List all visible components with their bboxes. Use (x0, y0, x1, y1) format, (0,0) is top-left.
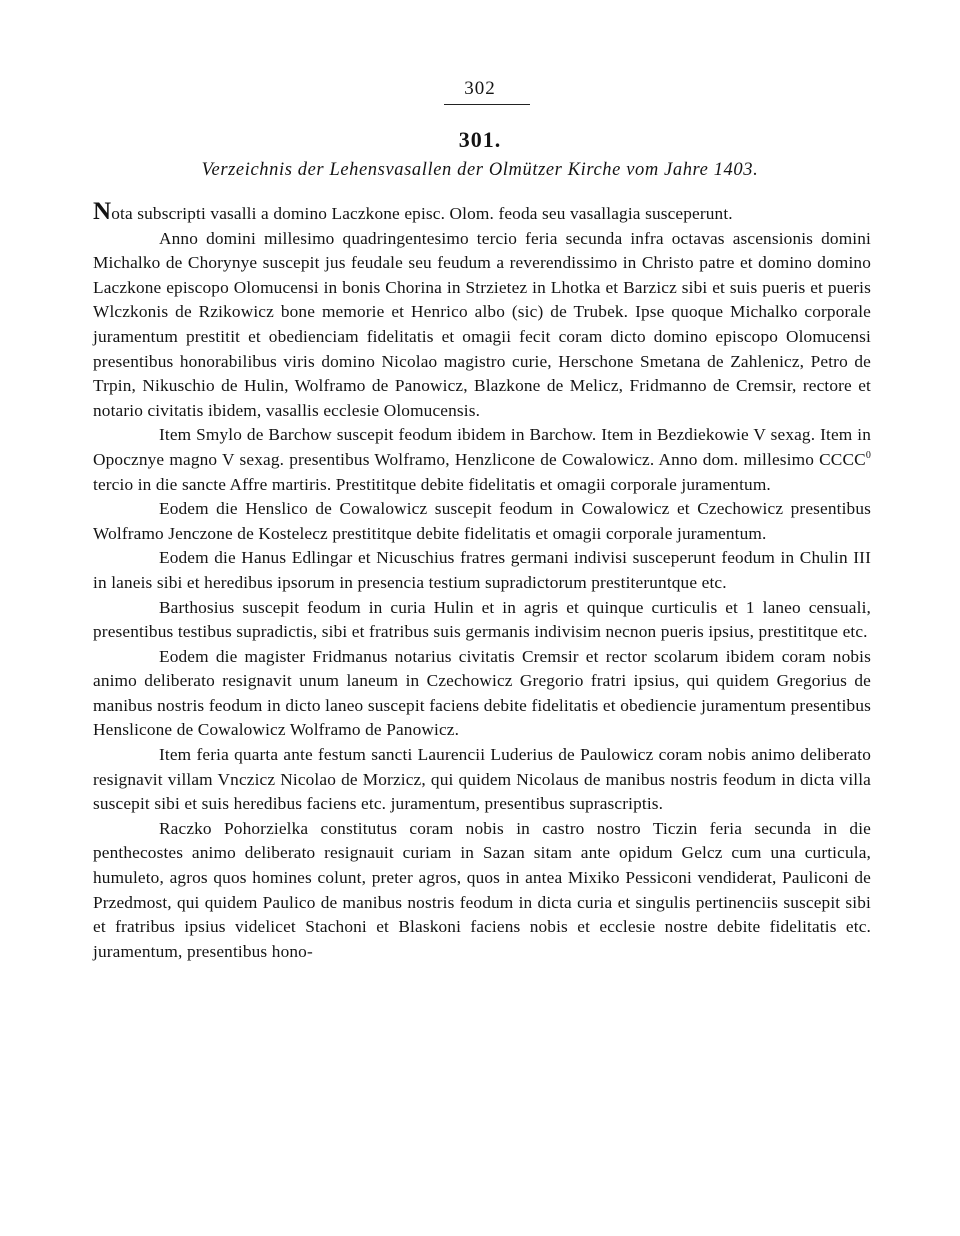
page-number: 302 (464, 78, 496, 99)
document-body (93, 198, 871, 964)
paragraph: Eodem die Henslico de Cowalowicz suscepit feodum in Cowalowicz et Czechowicz presentibus Wolframo Jenczone de Kostelecz prestititque debite fidelitatis et omagii corporale juramentum. (93, 499, 871, 543)
superscript: 0 (865, 450, 871, 462)
intro-text: ota subscripti vasalli a domino Laczkone episc. Olom. feoda seu vasallagia susceperunt. (111, 204, 733, 223)
paragraph-text: tercio in die sancte Affre martiris. Prestititque debite fidelitatis et omagii corporale juramentum. (93, 474, 771, 494)
paragraph: Eodem die Hanus Edlingar et Nicuschius fratres germani indivisi susceperunt feodum in Chulin III in laneis sibi et heredibus ipsorum in presencia testium supradictorum prestiteruntque etc. (93, 548, 871, 592)
paragraph-text: Item Smylo de Barchow suscepit feodum ibidem in Barchow. Item in Bezdiekowie V sexag. Item in Opocznye magno V sexag. presentibus Wolframo, Henzlicone de Cowalowicz. Anno dom. millesimo CCCC (93, 425, 871, 469)
document-number: 301. (458, 127, 502, 152)
intro-paragraph (93, 198, 871, 227)
header-rule (444, 104, 530, 105)
paragraph: Eodem die magister Fridmanus notarius civitatis Cremsir et rector scolarum ibidem coram nobis animo deliberato resignavit unum laneum in Czechowicz Gregorio fratri ipsius, qui quidem Gregorius de manibus nostris feodum in dicto laneo suscepit faciens debite fidelitatis et obediencie juramentum presentibus Henslicone de Cowalowicz Wolframo de Panowicz. (93, 646, 871, 740)
paragraph: Anno domini millesimo quadringentesimo tercio feria secunda infra octavas ascensionis domini Michalko de Chorynye suscepit jus feudale seu feudum a reverendissimo in Christo patre et domino domino Laczkone episcopo Olomucensi in bonis Chorina in Strzietez in Lhotka et Barzicz sibi et suis pueris et pueris Wlczkonis de Rzikowicz bone memorie et Henrico albo (sic) de Trubek. Ipse quoque Michalko corporale juramentum prestitit et obedienciam fidelitatis et omagii fecit coram dicto domino episcopo Olomucensi presentibus honorabilibus viris domino Nicolao magistro curie, Herschone Smetana de Zahlenicz, Petro de Trpin, Nikuschio de Hulin, Wolframo de Panowicz, Blazkone de Melicz, Fridmanno de Cremsir, rectore et notario civitatis ibidem, vasallis ecclesie Olomucensis. (93, 228, 871, 420)
initial-letter: N (93, 198, 112, 225)
paragraph: Barthosius suscepit feodum in curia Hulin et in agris et quinque curticulis et 1 laneo censuali, presentibus testibus supradictis, sibi et fratribus suis germanis indivisim necnon pueris ipsius, prestititque etc. (93, 597, 871, 642)
paragraph: Raczko Pohorzielka constitutus coram nobis in castro nostro Ticzin feria secunda in die penthecostes animo deliberato resignauit curiam in Sazan sitam ante opidum Gelcz cum una curticula, humuleto, agros quos homines colunt, preter agros, quos in antea Mixiko Pessiconi vendiderat, Pauliconi de Przedmost, qui quidem Paulico de manibus nostris feodum in dicta curia et singulis pertinenciis suscepit sibi et fratribus ipsius videlicet Stachoni et Blaskoni faciens nobis et ecclesie nostre debite fidelitatis etc. juramentum, presentibus hono- (93, 818, 871, 961)
paragraph (93, 423, 871, 497)
document-title: Verzeichnis der Lehensvasallen der Olmützer Kirche vom Jahre 1403. (201, 160, 759, 180)
paragraph: Item feria quarta ante festum sancti Laurencii Luderius de Paulowicz coram nobis animo deliberato resignavit villam Vnczicz Nicolao de Morzicz, qui quidem Nicolaus de manibus nostris feodum in dicta villa suscepit sibi et suis heredibus faciens etc. juramentum, presentibus suprascriptis. (93, 745, 871, 814)
